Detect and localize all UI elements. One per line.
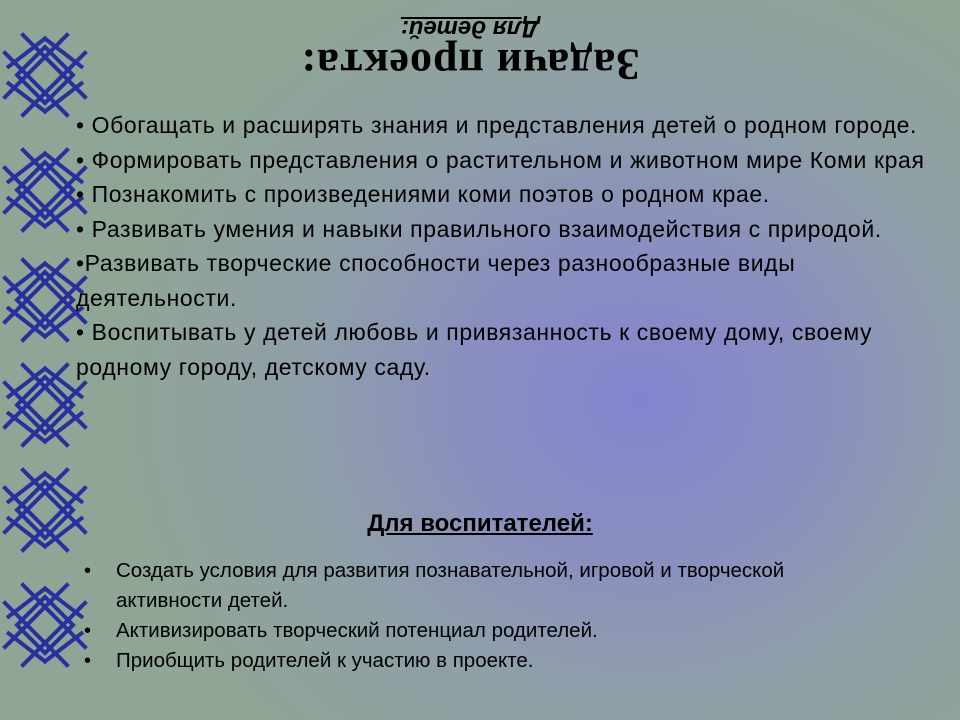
- page-title: Задачи проекта:: [300, 40, 640, 89]
- kids-task-item: •Развивать творческие способности через разнообразные виды деятельности.: [76, 250, 796, 311]
- bullet-icon: •: [84, 620, 92, 642]
- kids-task-item: • Обогащать и расширять знания и представления детей о родном городе.: [76, 112, 917, 138]
- kids-task-item: • Воспитывать у детей любовь и привязанность к своему дому, своему родному городу, детскому саду.: [76, 319, 873, 380]
- flipped-heading: [0, 0, 960, 120]
- teachers-task-list: [84, 556, 884, 676]
- bullet-icon: •: [84, 650, 92, 672]
- kids-task-item: • Развивать умения и навыки правильного взаимодействия с природой.: [76, 215, 882, 242]
- bullet-icon: •: [84, 560, 92, 582]
- komi-diamond-ornament-icon: [5, 150, 85, 230]
- teachers-task-item: [84, 646, 884, 676]
- teachers-task-item: [84, 556, 884, 616]
- teachers-task-text: Приобщить родителей к участию в проекте.: [116, 649, 534, 672]
- teachers-task-item: [84, 616, 884, 646]
- teachers-task-text: Активизировать творческий потенциал родителей.: [116, 619, 598, 642]
- teachers-task-text: Создать условия для развития познавательной, игровой и творческой активности детей.: [116, 559, 785, 612]
- teachers-heading: Для воспитателей:: [367, 510, 593, 537]
- komi-diamond-ornament-icon: [5, 585, 85, 665]
- kids-subtitle: Для детей:: [400, 15, 540, 42]
- kids-task-list: [76, 108, 946, 384]
- komi-diamond-ornament-icon: [5, 365, 85, 445]
- komi-diamond-ornament-icon: [5, 260, 85, 340]
- kids-task-item: • Познакомить с произведениями коми поэтов о родном крае.: [76, 181, 770, 207]
- kids-task-item: • Формировать представления о растительном и животном мире Коми края: [76, 146, 925, 173]
